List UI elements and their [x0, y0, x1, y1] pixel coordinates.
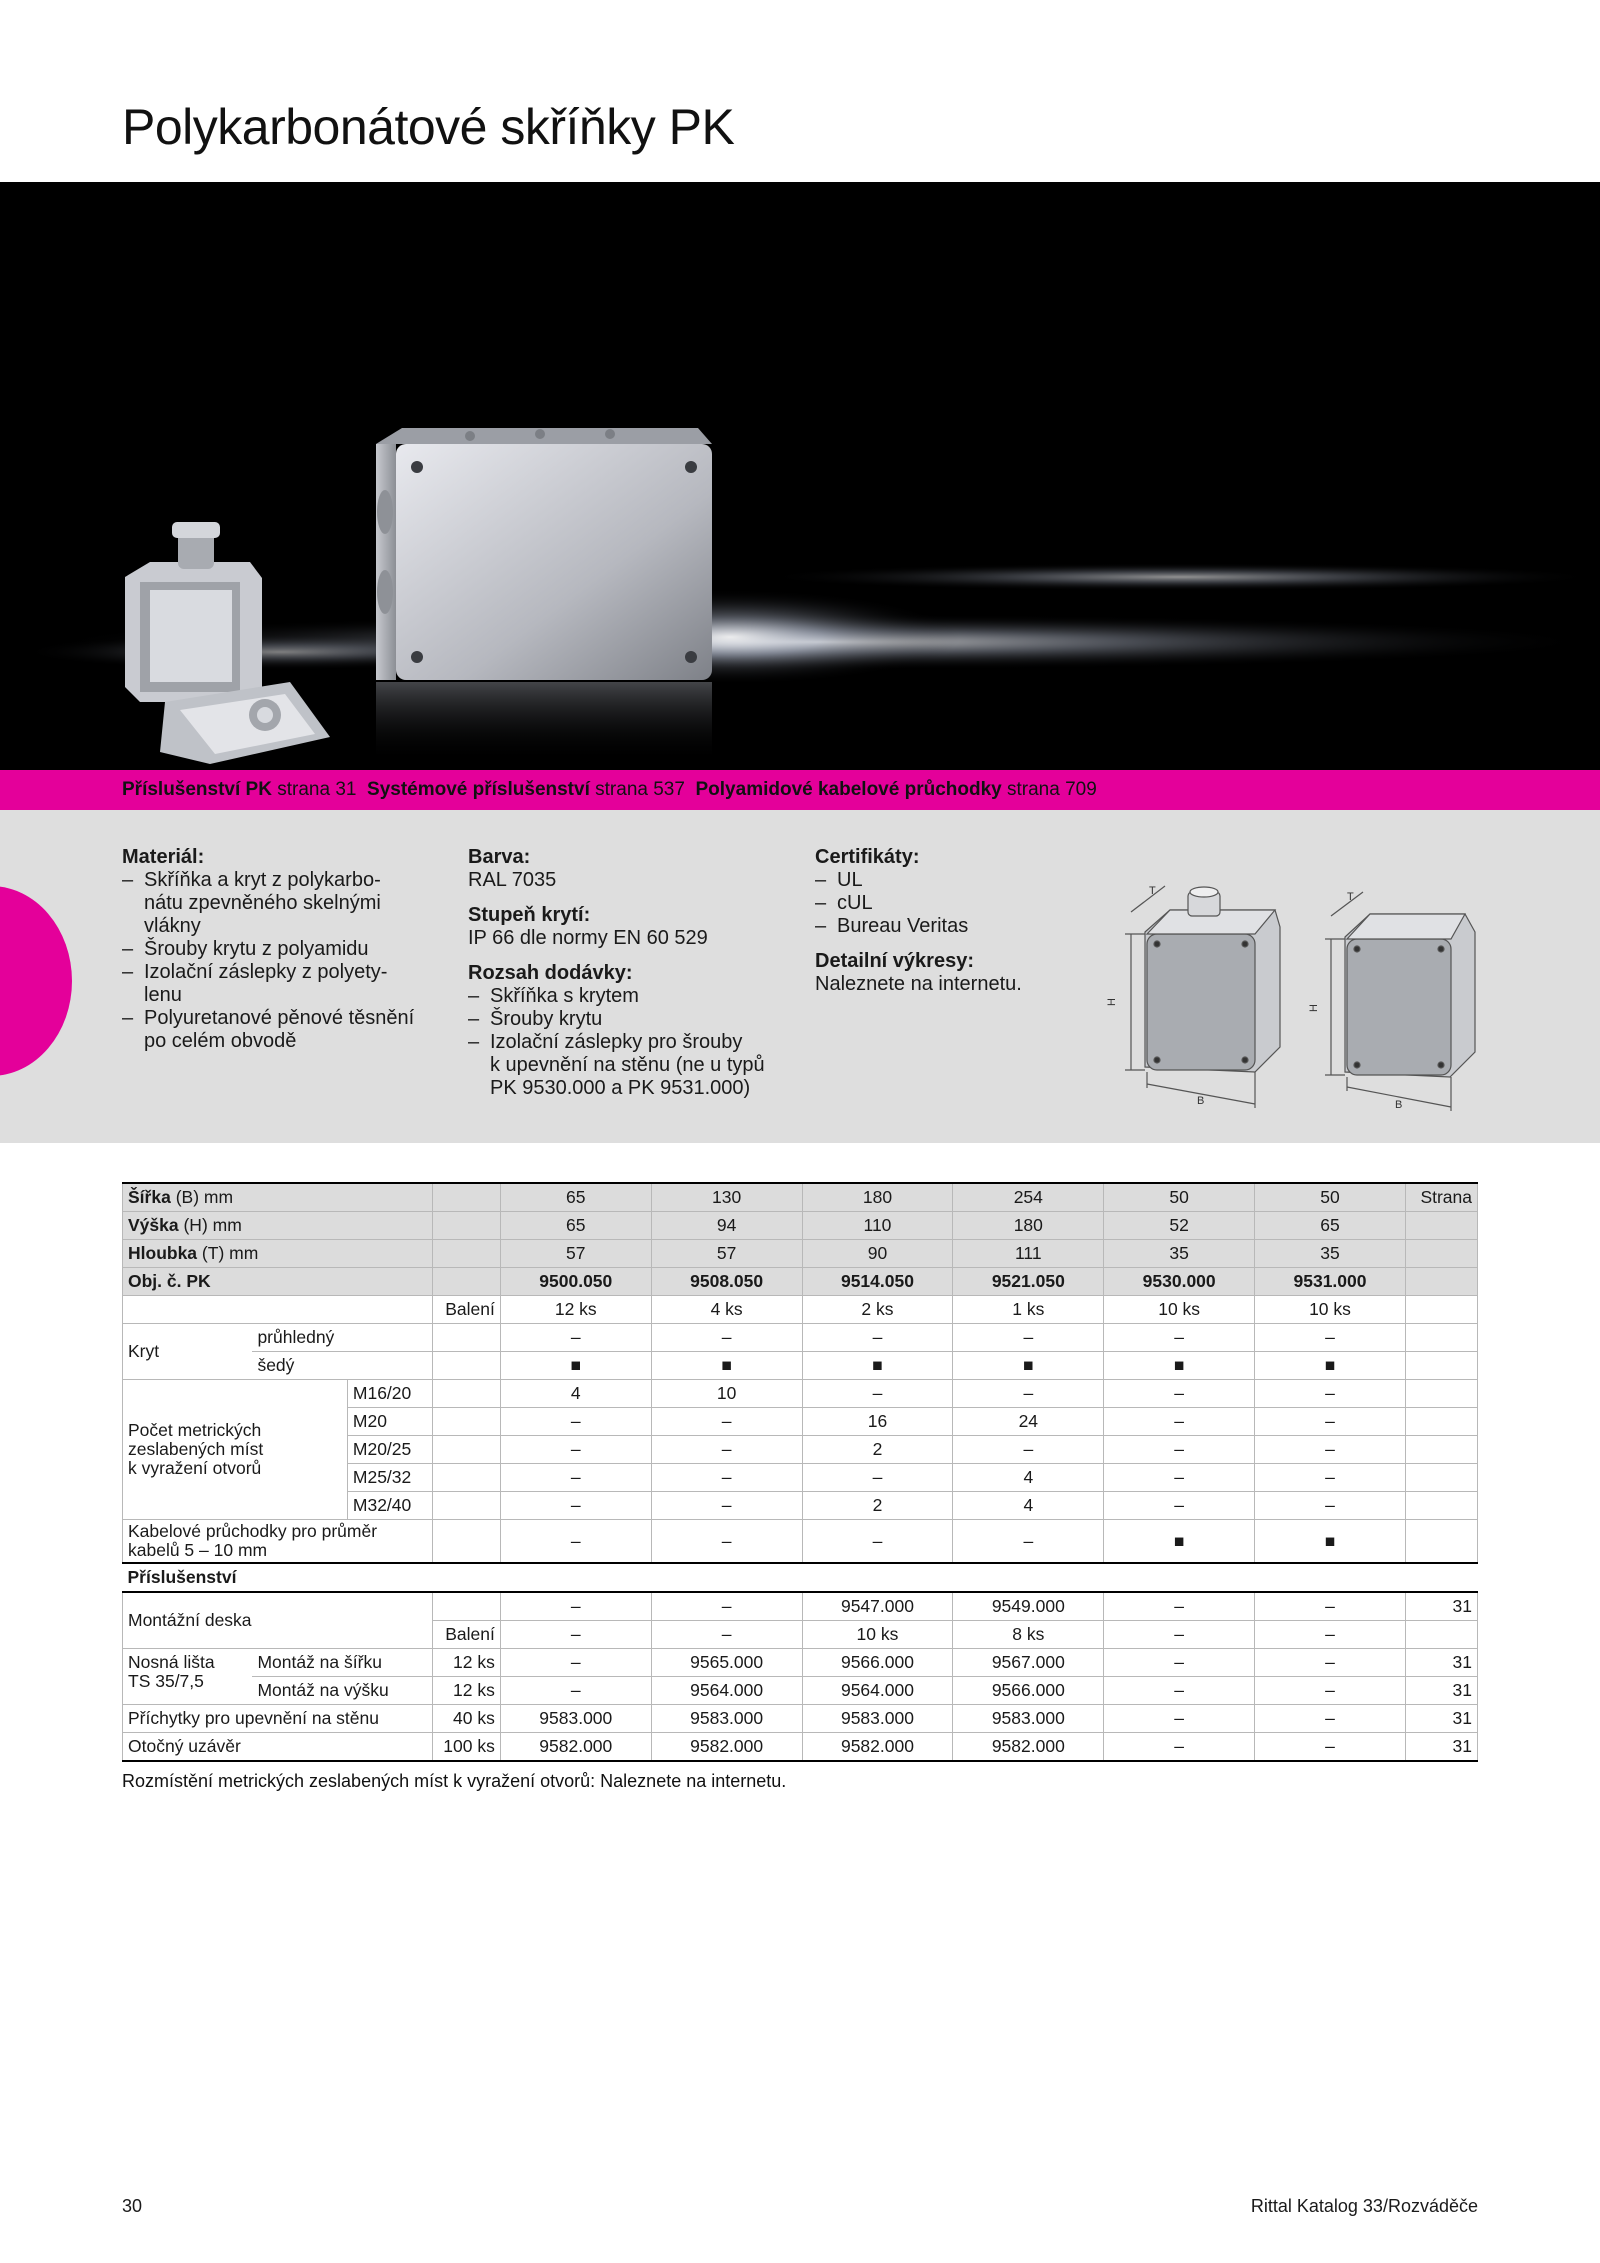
dim-label-h-right: H — [1308, 1004, 1320, 1012]
table-row-knockout: M25/32 – – – 4 – – — [123, 1464, 1478, 1492]
included-mark: ■ — [802, 1352, 953, 1380]
table-cell: 12 ks — [500, 1296, 651, 1324]
dim-label-t-left: T — [1149, 885, 1156, 897]
table-cell: 90 — [802, 1240, 953, 1268]
dim-label-t-right: T — [1347, 891, 1354, 903]
accessory-links-bar — [0, 770, 1600, 810]
catalog-footer: Rittal Katalog 33/Rozváděče — [1250, 2196, 1478, 2216]
rail-label: Nosná lišta TS 35/7,5 — [123, 1649, 253, 1705]
product-info-panel — [0, 810, 1600, 1143]
table-row-wall-brackets: Příchytky pro upevnění na stěnu 40 ks 9583.000 9583.000 9583.000 9583.000 – – 31 — [123, 1705, 1478, 1733]
order-number[interactable]: 9583.000 — [651, 1705, 802, 1733]
certificate-item: – UL — [815, 869, 1075, 892]
table-row-knockout: M32/40 – – 2 4 – – — [123, 1492, 1478, 1520]
included-mark: ■ — [1104, 1352, 1255, 1380]
table-cell: 65 — [1255, 1212, 1406, 1240]
colour-column — [468, 846, 798, 1100]
protection-heading: Stupeň krytí: — [468, 904, 591, 926]
table-row-knockout: M20 – – 16 24 – – — [123, 1408, 1478, 1436]
drawings-heading: Detailní výkresy: — [815, 950, 974, 972]
order-number[interactable]: 9564.000 — [651, 1677, 802, 1705]
material-heading: Materiál: — [122, 846, 205, 868]
table-row-rail-height: Montáž na výšku 12 ks – 9564.000 9564.000 9566.000 – – 31 — [123, 1677, 1478, 1705]
table-row-order-number: Obj. č. PK 9500.050 9508.050 9514.050 9521.050 9530.000 9531.000 — [123, 1268, 1478, 1296]
certificate-item: – cUL — [815, 892, 1075, 915]
table-cell: 57 — [500, 1240, 651, 1268]
order-number[interactable]: 9521.050 — [953, 1268, 1104, 1296]
dim-label-h-left: H — [1106, 998, 1118, 1006]
order-number[interactable]: 9564.000 — [802, 1677, 953, 1705]
order-number[interactable]: 9583.000 — [953, 1705, 1104, 1733]
included-mark: ■ — [1104, 1520, 1255, 1564]
table-row-height: Výška (H) mm 65 94 110 180 52 65 — [123, 1212, 1478, 1240]
accessory-page-system: strana 537 — [595, 779, 685, 800]
certificates-column — [815, 846, 1075, 996]
page-reference[interactable]: 31 — [1405, 1677, 1477, 1705]
table-row-cover-transparent: Kryt průhledný – – – – – – — [123, 1324, 1478, 1352]
accessory-link-glands[interactable]: Polyamidové kabelové průchodky — [695, 779, 1002, 800]
dim-label-b-left: B — [1197, 1095, 1205, 1107]
included-mark: ■ — [1255, 1520, 1406, 1564]
material-item: – Izolační záslepky z polyety- lenu — [122, 961, 442, 1007]
table-cell: 2 ks — [802, 1296, 953, 1324]
material-list — [122, 869, 442, 1053]
order-number[interactable]: 9582.000 — [802, 1733, 953, 1762]
order-number[interactable]: 9531.000 — [1255, 1268, 1406, 1296]
order-number[interactable]: 9583.000 — [500, 1705, 651, 1733]
table-cell: 111 — [953, 1240, 1104, 1268]
included-mark: ■ — [500, 1352, 651, 1380]
table-row-mounting-plate-packing: Balení – – 10 ks 8 ks – – — [123, 1621, 1478, 1649]
knockouts-label: Počet metrických zeslabených míst k vyražení otvorů — [123, 1380, 348, 1520]
table-row-cover-grey: šedý ■ ■ ■ ■ ■ ■ — [123, 1352, 1478, 1380]
specification-table — [122, 1182, 1478, 1762]
included-mark: ■ — [1255, 1352, 1406, 1380]
table-cell: 180 — [953, 1212, 1104, 1240]
accessory-link-pk[interactable]: Příslušenství PK — [122, 779, 272, 800]
drawings-value: Naleznete na internetu. — [815, 973, 1022, 995]
table-row-width: Šířka (B) mm 65 130 180 254 50 50 Strana — [123, 1183, 1478, 1212]
table-cell: 10 ks — [1255, 1296, 1406, 1324]
supply-item: – Šrouby krytu — [468, 1008, 798, 1031]
table-cell: 110 — [802, 1212, 953, 1240]
table-row-depth: Hloubka (T) mm 57 57 90 111 35 35 — [123, 1240, 1478, 1268]
order-number[interactable]: 9582.000 — [500, 1733, 651, 1762]
certificate-item: – Bureau Veritas — [815, 915, 1075, 938]
colour-heading: Barva: — [468, 846, 531, 868]
material-item: – Polyuretanové pěnové těsnění po celém obvodě — [122, 1007, 442, 1053]
table-row-mounting-plate: Montážní deska – – 9547.000 9549.000 – – 31 — [123, 1592, 1478, 1621]
order-number[interactable]: 9582.000 — [953, 1733, 1104, 1762]
order-number[interactable]: 9549.000 — [953, 1592, 1104, 1621]
table-row-rail-width: Nosná lišta TS 35/7,5 Montáž na šířku 12 ks – 9565.000 9566.000 9567.000 – – 31 — [123, 1649, 1478, 1677]
order-number[interactable]: 9508.050 — [651, 1268, 802, 1296]
table-cell: 1 ks — [953, 1296, 1104, 1324]
supply-item: – Izolační záslepky pro šrouby k upevnění na stěnu (ne u typů PK 9530.000 a PK 9531.000) — [468, 1031, 798, 1100]
material-item: – Skříňka a kryt z polykarbo- nátu zpevněného skelnými vlákny — [122, 869, 442, 938]
table-cell: 65 — [500, 1212, 651, 1240]
order-number[interactable]: 9500.050 — [500, 1268, 651, 1296]
table-cell: 35 — [1255, 1240, 1406, 1268]
accessories-heading: Příslušenství — [123, 1563, 1478, 1592]
page-reference[interactable]: 31 — [1405, 1733, 1477, 1762]
page-reference[interactable]: 31 — [1405, 1592, 1477, 1621]
table-row-cable-glands: Kabelové průchodky pro průměr kabelů 5 – 10 mm – – – – ■ ■ — [123, 1520, 1478, 1564]
order-number[interactable]: 9583.000 — [802, 1705, 953, 1733]
accessory-page-pk: strana 31 — [277, 779, 357, 800]
table-row-rotary-lock: Otočný uzávěr 100 ks 9582.000 9582.000 9582.000 9582.000 – – 31 — [123, 1733, 1478, 1762]
page-title: Polykarbonátové skříňky PK — [122, 99, 735, 155]
table-cell: 10 ks — [1104, 1296, 1255, 1324]
table-row-accessories-heading — [123, 1563, 1478, 1592]
material-column — [122, 846, 442, 1053]
page-reference[interactable]: 31 — [1405, 1705, 1477, 1733]
included-mark: ■ — [651, 1352, 802, 1380]
decorative-circle — [0, 886, 72, 1076]
table-cell: 254 — [953, 1183, 1104, 1212]
table-cell: 65 — [500, 1183, 651, 1212]
table-cell: 4 ks — [651, 1296, 802, 1324]
dim-label-b-right: B — [1395, 1099, 1403, 1111]
table-cell: 50 — [1255, 1183, 1406, 1212]
supply-heading: Rozsah dodávky: — [468, 962, 633, 984]
table-cell: 130 — [651, 1183, 802, 1212]
table-cell: 52 — [1104, 1212, 1255, 1240]
table-footnote: Rozmístění metrických zeslabených míst k vyražení otvorů: Naleznete na internetu. — [122, 1771, 787, 1791]
accessory-page-glands: strana 709 — [1007, 779, 1097, 800]
table-row-knockout: M20/25 – – 2 – – – — [123, 1436, 1478, 1464]
supply-item: – Skříňka s krytem — [468, 985, 798, 1008]
included-mark: ■ — [953, 1352, 1104, 1380]
table-cell: 57 — [651, 1240, 802, 1268]
page-reference[interactable]: 31 — [1405, 1649, 1477, 1677]
cable-glands-label: Kabelové průchodky pro průměr kabelů 5 – 10 mm — [123, 1520, 433, 1564]
table-row-knockout: Počet metrických zeslabených míst k vyražení otvorů M16/20 4 10 – – – – — [123, 1380, 1478, 1408]
order-number[interactable]: 9514.050 — [802, 1268, 953, 1296]
material-item: – Šrouby krytu z polyamidu — [122, 938, 442, 961]
certificates-heading: Certifikáty: — [815, 846, 920, 868]
order-number[interactable]: 9530.000 — [1104, 1268, 1255, 1296]
table-cell: 35 — [1104, 1240, 1255, 1268]
order-number[interactable]: 9582.000 — [651, 1733, 802, 1762]
mounting-plate-label: Montážní deska — [123, 1592, 433, 1649]
order-number[interactable]: 9567.000 — [953, 1649, 1104, 1677]
table-cell: 94 — [651, 1212, 802, 1240]
colour-value: RAL 7035 — [468, 869, 557, 891]
dimension-drawing — [1105, 872, 1505, 1122]
protection-value: IP 66 dle normy EN 60 529 — [468, 927, 708, 949]
table-cell: 50 — [1104, 1183, 1255, 1212]
order-number[interactable]: 9566.000 — [953, 1677, 1104, 1705]
order-number[interactable]: 9565.000 — [651, 1649, 802, 1677]
table-cell: 180 — [802, 1183, 953, 1212]
certificates-list — [815, 869, 1075, 938]
order-number[interactable]: 9566.000 — [802, 1649, 953, 1677]
order-number[interactable]: 9547.000 — [802, 1592, 953, 1621]
product-photo — [0, 182, 1600, 770]
cover-label: Kryt — [123, 1324, 253, 1380]
table-row-packing: Balení 12 ks 4 ks 2 ks 1 ks 10 ks 10 ks — [123, 1296, 1478, 1324]
page-number: 30 — [122, 2196, 143, 2216]
page-column-header: Strana — [1405, 1183, 1477, 1212]
supply-list — [468, 985, 798, 1100]
accessory-link-system[interactable]: Systémové příslušenství — [367, 779, 590, 800]
